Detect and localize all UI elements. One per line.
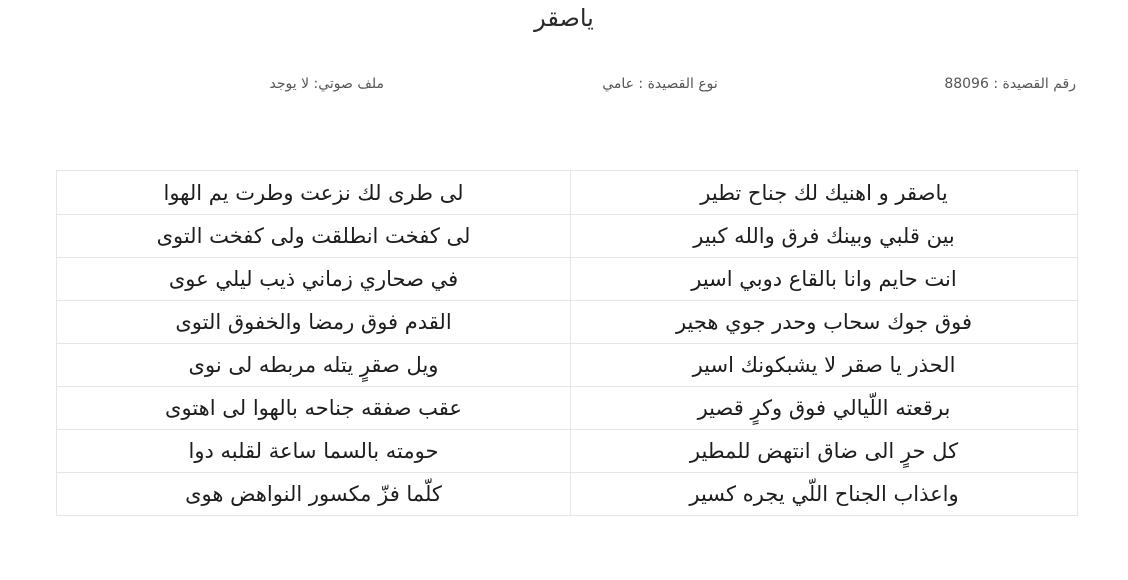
verse-second-hemistich: القدم فوق رمضا والخفوق التوى (57, 301, 571, 344)
poem-verses-table (56, 170, 1078, 516)
verse-row (57, 258, 1078, 301)
verse-row (57, 301, 1078, 344)
verse-first-hemistich: كل حرٍ الى ضاق انتهض للمطير (571, 430, 1078, 473)
verse-row (57, 387, 1078, 430)
verse-second-hemistich: لى كفخت انطلقت ولى كفخت التوى (57, 215, 571, 258)
verse-row (57, 344, 1078, 387)
verse-row (57, 473, 1078, 516)
verse-second-hemistich: في صحاري زماني ذيب ليلي عوى (57, 258, 571, 301)
verse-second-hemistich: كلّما فزّ مكسور النواهض هوى (57, 473, 571, 516)
verse-first-hemistich: ياصقر و اهنيك لك جناح تطير (571, 171, 1078, 215)
poem-type: نوع القصيدة : عامي (602, 76, 718, 92)
verse-first-hemistich: انت حايم وانا بالقاع دوبي اسير (571, 258, 1078, 301)
verse-second-hemistich: لى طرى لك نزعت وطرت يم الهوا (57, 171, 571, 215)
verse-row (57, 430, 1078, 473)
poem-number: رقم القصيدة : 88096 (944, 76, 1076, 92)
verse-second-hemistich: حومته بالسما ساعة لقلبه دوا (57, 430, 571, 473)
verse-row (57, 215, 1078, 258)
verse-first-hemistich: برقعته اللّيالي فوق وكرٍ قصير (571, 387, 1078, 430)
verse-first-hemistich: فوق جوك سحاب وحدر جوي هجير (571, 301, 1078, 344)
verse-first-hemistich: بين قلبي وبينك فرق والله كبير (571, 215, 1078, 258)
verse-row (57, 171, 1078, 215)
verse-second-hemistich: ويل صقرٍ يتله مربطه لى نوى (57, 344, 571, 387)
verse-first-hemistich: واعذاب الجناح اللّي يجره كسير (571, 473, 1078, 516)
audio-file-status: ملف صوتي: لا يوجد (269, 76, 384, 92)
verse-first-hemistich: الحذر يا صقر لا يشبكونك اسير (571, 344, 1078, 387)
poem-title: ياصقر (534, 4, 594, 32)
verse-second-hemistich: عقب صفقه جناحه بالهوا لى اهتوى (57, 387, 571, 430)
